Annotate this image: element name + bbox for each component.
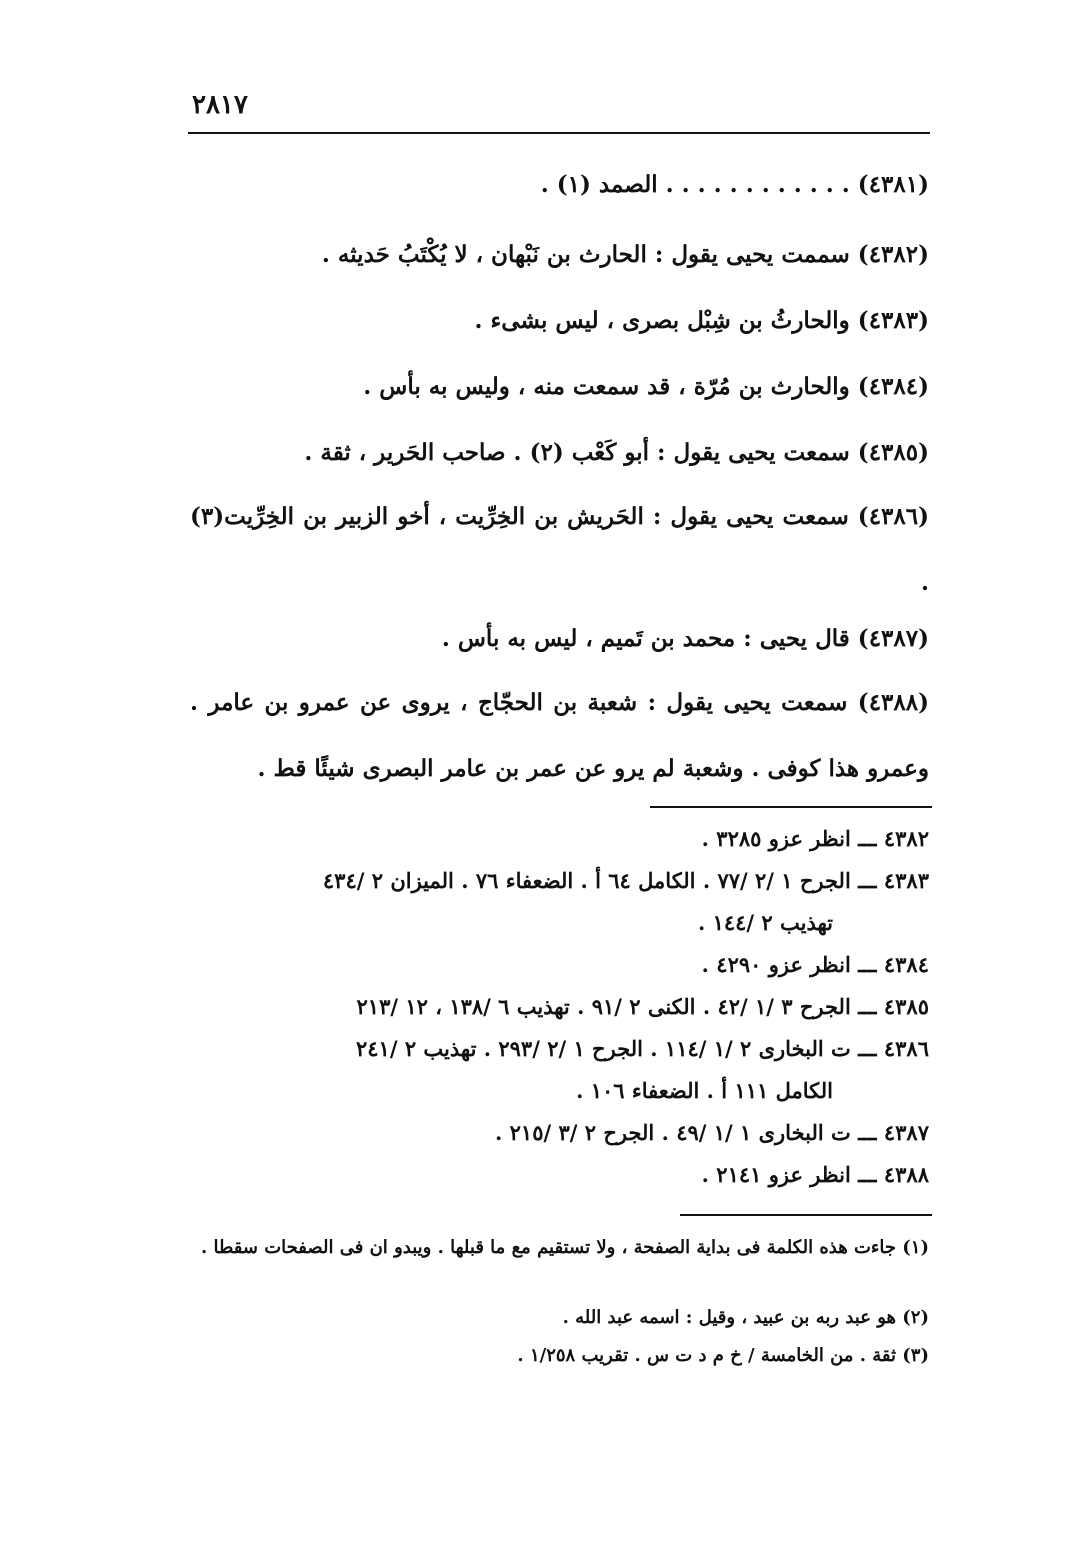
entry-4382: (٤٣٨٢) سممت يحيى يقول : الحارث بن نَبْهان ، لا يُكْتَبُ حَديثه . — [321, 241, 929, 268]
reference-4383: ٤٣٨٣ ـــ الجرح ١ /٢ /٧٧ . الكامل ٦٤ أ . الضعفاء ٧٦ . الميزان ٢ /٤٣٤ تهذيب ٢ /١٤٤ . — [322, 868, 929, 935]
entry-4384: (٤٣٨٤) والحارث بن مُرّة ، قد سمعت منه ، وليس به بأس . — [363, 373, 929, 400]
entry-4383: (٤٣٨٣) والحارثُ بن شِبْل بصرى ، ليس بشىء . — [474, 307, 929, 334]
footnote-3: (٣) ثقة . من الخامسة / خ م د ت س . تقريب ١/٢٥٨ . — [517, 1345, 929, 1366]
reference-4382: ٤٣٨٢ ـــ انظر عزو ٣٢٨٥ . — [701, 826, 929, 851]
header-rule — [188, 132, 930, 134]
reference-4388: ٤٣٨٨ ـــ انظر عزو ٢١٤١ . — [701, 1162, 929, 1187]
entry-4381: (٤٣٨١) . . . . . . . . . . . . الصمد (١) . — [540, 171, 929, 198]
page-number: ٢٨١٧ — [192, 90, 248, 120]
reference-4386: ٤٣٨٦ ـــ ت البخارى ٢ /١ /١١٤ . الجرح ١ /٢ /٢٩٣ . تهذيب ٢ /٢٤١ الكامل ١١١ أ . الضعفاء ١٠٦ . — [355, 1036, 929, 1103]
footnotes-rule — [680, 1214, 932, 1216]
footnote-2: (٢) هو عبد ربه بن عبيد ، وقيل : اسمه عبد الله . — [562, 1307, 929, 1328]
entry-4387: (٤٣٨٧) قال يحيى : محمد بن تَميم ، ليس به بأس . — [441, 625, 929, 652]
entry-4386: (٤٣٨٦) سمعت يحيى يقول : الحَريش بن الخِرِّيت ، أخو الزبير بن الخِرِّيت(٣) . — [190, 503, 929, 596]
entry-4388: (٤٣٨٨) سمعت يحيى يقول : شعبة بن الحجّاج ، يروى عن عمرو بن عامر . وعمرو هذا كوفى . وشعبة لم يرو عن عمر بن عامر البصرى شيئًا قط . — [190, 689, 929, 782]
reference-4387: ٤٣٨٧ ـــ ت البخارى ١ /١ /٤٩ . الجرح ٢ /٣ /٢١٥ . — [495, 1120, 929, 1145]
reference-4384: ٤٣٨٤ ـــ انظر عزو ٤٢٩٠ . — [701, 952, 929, 977]
references-rule — [650, 806, 932, 808]
reference-4385: ٤٣٨٥ ـــ الجرح ٣ /١ /٤٢ . الكنى ٢ /٩١ . تهذيب ٦ /١٣٨ ، ١٢ /٢١٣ — [356, 994, 929, 1019]
references-list — [190, 818, 929, 1196]
footnote-1: (١) جاءت هذه الكلمة فى بداية الصفحة ، ولا تستقيم مع ما قبلها . ويبدو ان فى الصفحات سقطا . — [200, 1237, 929, 1258]
entry-4385: (٤٣٨٥) سمعت يحيى يقول : أبو كَعْب (٢) . صاحب الحَرير ، ثقة . — [304, 439, 929, 466]
